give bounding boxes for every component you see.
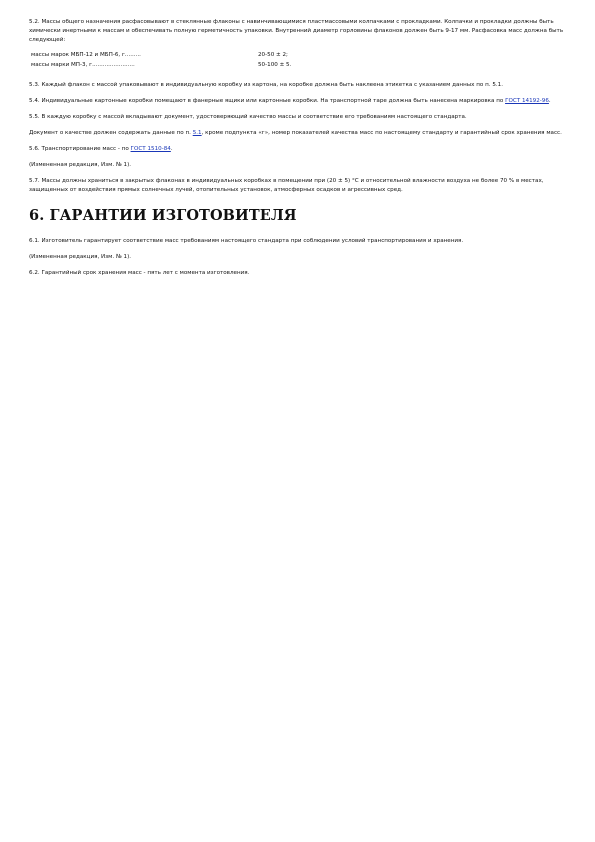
mass-value: 50-100 ± 5.: [258, 61, 292, 68]
mass-label: массы марок МБП-12 и МБП-6, г.........: [31, 52, 141, 58]
mass-value: 20-50 ± 2;: [258, 52, 288, 58]
document-page: [29, 18, 569, 278]
quality-document-text: Документ о качестве должен содержать данные по п.: [29, 130, 193, 136]
section-6-heading: 6. ГАРАНТИИ ИЗГОТОВИТЕЛЯ: [29, 207, 297, 224]
packing-mass-table: [31, 52, 291, 71]
paragraph-6-2: 6.2. Гарантийный срок хранения масс - пять лет с момента изготовления.: [29, 270, 250, 276]
mass-label: массы марки МП-3, г........................: [31, 61, 135, 68]
amendment-note: (Измененная редакция, Изм. № 1).: [29, 162, 132, 168]
paragraph-5-5: 5.5. В каждую коробку с массой вкладывают документ, удостоверяющий качество массы и соответствие его требованиям настоящего стандарта.: [29, 114, 467, 120]
paragraph-5-3: 5.3. Каждый флакон с массой упаковывают в индивидуальную коробку из картона, на коробке должна быть наклеена этикетка с указанием данных по п. 5.1.: [29, 82, 503, 88]
gost-14192-link[interactable]: ГОСТ 14192-96: [505, 98, 549, 104]
paragraph-5-4-text: 5.4. Индивидуальные картонные коробки помещают в фанерные ящики или картонные коробки. На транспортной таре должна быть нанесена маркировка по: [29, 98, 506, 104]
paragraph-5-4: [29, 97, 569, 106]
paragraph-6-1: 6.1. Изготовитель гарантирует соответствие масс требованиям настоящего стандарта при соблюдении условий транспортирования и хранения.: [29, 238, 464, 244]
gost-1510-link[interactable]: ГОСТ 1510-84: [130, 146, 171, 152]
paragraph-5-4-end: .: [548, 98, 551, 104]
paragraph-5-6-text: 5.6. Транспортирование масс - по: [29, 146, 131, 152]
paragraph-5-6: [29, 145, 569, 154]
paragraph-quality-document: [29, 129, 569, 138]
paragraph-5-6-end: .: [170, 146, 173, 152]
quality-document-text-end: , кроме подпункта «г», номер показателей качества масс по настоящему стандарту и гарантийный срок хранения масс.: [201, 130, 562, 136]
clause-5-1-link[interactable]: 5.1: [192, 130, 202, 136]
paragraph-5-2: 5.2. Массы общего назначения расфасовывают в стеклянные флаконы с навинчивающимися пластмассовыми колпачками с прокладками. Колпачки и прокладки должны быть химически инертными к массам и обеспечивать полную герметичность упаковки. Внутренний диаметр горловины флаконов должен быть 9-17 мм. Расфасовка масс должна быть следующей:: [29, 19, 564, 43]
table-row: [31, 62, 291, 72]
table-row: [31, 52, 291, 62]
amendment-note: (Измененная редакция, Изм. № 1).: [29, 254, 132, 260]
paragraph-5-7: 5.7. Массы должны храниться в закрытых флаконах в индивидуальных коробках в помещении при (20 ± 5) °С и относительной влажности воздуха не более 70 % в местах, защищенных от воздействия прямых солнечных лучей, отопительных установок, атмосферных осадков и агрессивных сред.: [29, 178, 544, 193]
